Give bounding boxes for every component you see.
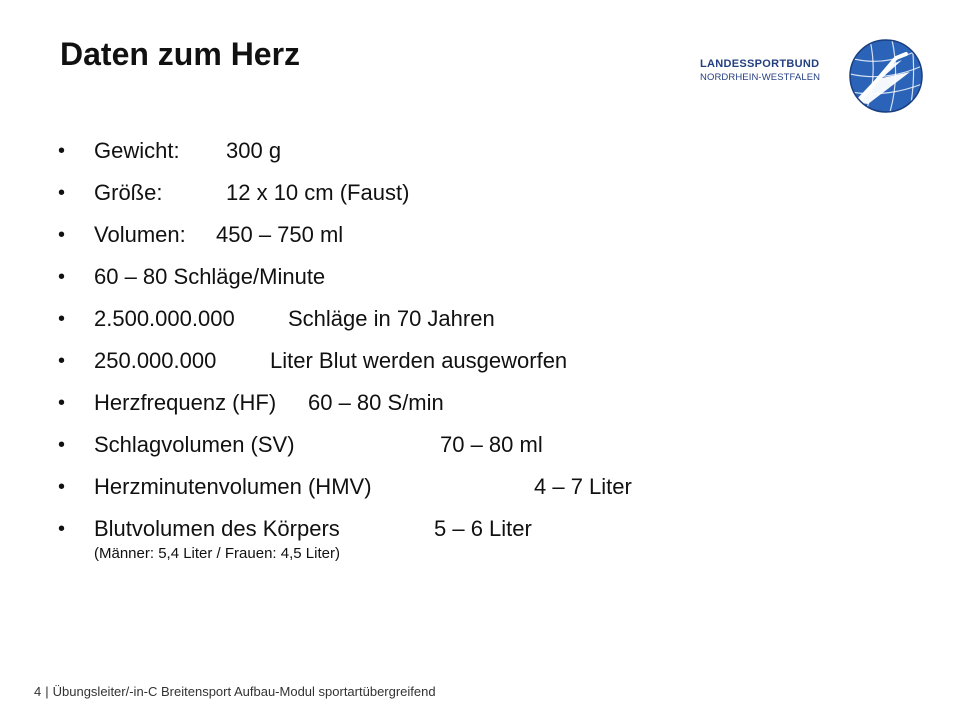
- bullet-icon: •: [58, 434, 66, 456]
- footer-separator: |: [45, 684, 49, 699]
- item-label: 250.000.000: [94, 348, 217, 373]
- item-label: Blutvolumen des Körpers: [94, 516, 340, 541]
- list-item: [58, 390, 918, 432]
- item-label: Gewicht:: [94, 138, 180, 163]
- bullet-icon: •: [58, 392, 66, 414]
- bullet-icon: •: [58, 140, 66, 162]
- item-value: 70 – 80 ml: [440, 432, 543, 457]
- lsb-nrw-logo: [700, 32, 940, 116]
- item-value: Liter Blut werden ausgeworfen: [270, 348, 568, 373]
- bullet-icon: •: [58, 350, 66, 372]
- item-value: 300 g: [226, 138, 282, 163]
- list-item: [58, 138, 918, 180]
- fact-list: [58, 138, 918, 580]
- item-label: Schlagvolumen (SV): [94, 432, 295, 457]
- globe-emblem-icon: [848, 38, 924, 114]
- bullet-icon: •: [58, 476, 66, 498]
- item-label: 2.500.000.000: [94, 306, 235, 331]
- item-value: Schläge in 70 Jahren: [288, 306, 495, 331]
- logo-line1: LANDESSPORTBUND: [700, 58, 820, 70]
- page-number: 4: [34, 684, 42, 699]
- item-value: 12 x 10 cm (Faust): [226, 180, 410, 205]
- item-label: 60 – 80 Schläge/Minute: [94, 264, 326, 289]
- bullet-icon: •: [58, 266, 66, 288]
- list-item: [58, 432, 918, 474]
- list-item: [58, 264, 918, 306]
- page-title: Daten zum Herz: [60, 36, 301, 72]
- slide-footer: [34, 684, 436, 699]
- logo-wordmark: [700, 58, 843, 84]
- list-item: [58, 180, 918, 222]
- bullet-icon: •: [58, 224, 66, 246]
- item-value: 5 – 6 Liter: [434, 516, 532, 541]
- bullet-icon: •: [58, 308, 66, 330]
- item-value: 4 – 7 Liter: [534, 474, 632, 499]
- item-label: Herzminutenvolumen (HMV): [94, 474, 372, 499]
- bullet-icon: •: [58, 518, 66, 540]
- item-note: (Männer: 5,4 Liter / Frauen: 4,5 Liter): [94, 545, 340, 562]
- list-item: [58, 516, 918, 580]
- item-value: 450 – 750 ml: [216, 222, 344, 247]
- item-label: Größe:: [94, 180, 163, 205]
- list-item: [58, 306, 918, 348]
- logo-line2: NORDRHEIN-WESTFALEN: [700, 72, 821, 83]
- list-item: [58, 474, 918, 516]
- list-item: [58, 222, 918, 264]
- footer-text: Übungsleiter/-in-C Breitensport Aufbau-Modul sportartübergreifend: [52, 684, 436, 699]
- bullet-icon: •: [58, 182, 66, 204]
- item-label: Volumen:: [94, 222, 186, 247]
- list-item: [58, 348, 918, 390]
- item-label: Herzfrequenz (HF): [94, 390, 277, 415]
- item-value: 60 – 80 S/min: [308, 390, 444, 415]
